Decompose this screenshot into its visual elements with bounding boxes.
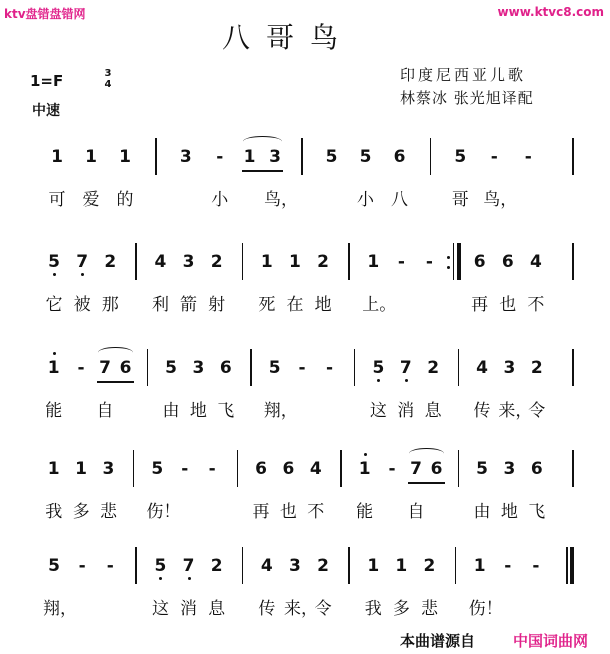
lyric-syllable: 爱 (82, 190, 100, 210)
barline (458, 349, 460, 386)
note-digit: 1 (367, 252, 380, 272)
note-digit: 3 (289, 556, 301, 576)
dash-note: - (325, 358, 333, 378)
lyric-syllable: 地 (500, 502, 518, 522)
dash-note: - (106, 556, 114, 576)
lyric-syllable: 由 (162, 401, 180, 421)
lyric-syllable: 小 (211, 190, 229, 210)
barline (301, 138, 303, 175)
note-digit: 5 (476, 459, 488, 479)
note-digit: 3 (269, 147, 281, 167)
lyric-syllable: 我 (45, 502, 63, 522)
note-digit: 1 (85, 147, 97, 167)
lyric-syllable: 息 (208, 599, 226, 619)
repeat-barline (453, 243, 455, 280)
final-barline-thick (570, 547, 574, 584)
lyric-syllable: 翔， (43, 599, 78, 619)
dash-note: - (532, 556, 540, 576)
note-digit: 1 (75, 459, 87, 479)
watermark-right: www.ktvc8.com (497, 5, 604, 19)
key-signature: 1=F (30, 72, 64, 90)
lyric-syllable: 传 (258, 599, 276, 619)
lyric-syllable: 小 (357, 190, 375, 210)
note-digit: 1 (51, 147, 63, 167)
note-digit: 1 (243, 147, 256, 167)
barline (572, 349, 574, 386)
note-digit: 1 (473, 556, 486, 576)
note-digit: 2 (210, 252, 223, 272)
tempo-marking: 中速 (32, 103, 60, 119)
lyric-syllable: 翔， (263, 401, 298, 421)
note-digit: 6 (430, 459, 443, 479)
score-line (0, 459, 610, 549)
note-digit: 6 (473, 252, 486, 272)
note-digit: 6 (119, 358, 132, 378)
note-digit: 4 (260, 556, 273, 576)
lyric-syllable: 也 (279, 502, 297, 522)
lyric-syllable: 再 (252, 502, 270, 522)
slur-arc (409, 448, 444, 459)
note-digit: 2 (530, 358, 543, 378)
note-digit: 6 (219, 358, 232, 378)
note-digit: 7 (179, 556, 199, 576)
note-digit: 5 (48, 556, 60, 576)
lyric-syllable: 这 (151, 599, 169, 619)
low-octave-dot (159, 577, 162, 580)
lyric-syllable: 伤！ (146, 502, 181, 522)
lyric-syllable: 伤！ (468, 599, 503, 619)
lyric-syllable: 飞 (528, 502, 546, 522)
repeat-barline-thick (457, 243, 461, 280)
lyric-syllable: 利 (151, 295, 169, 315)
note-digit: 5 (368, 358, 388, 378)
note-digit: 4 (529, 252, 542, 272)
note-digit: 5 (150, 556, 170, 576)
high-octave-dot (53, 352, 56, 355)
note-digit: 7 (99, 358, 111, 378)
lyric-syllable: 在 (286, 295, 304, 315)
barline (572, 450, 574, 487)
lyric-syllable: 箭 (180, 295, 198, 315)
dash-note: - (524, 147, 532, 167)
lyric-syllable: 能 (356, 502, 374, 522)
note-digit: 5 (454, 147, 467, 167)
low-octave-dot (405, 379, 408, 382)
dash-note: - (181, 459, 189, 479)
lyric-syllable: 由 (473, 502, 491, 522)
note-digit: 5 (359, 147, 372, 167)
low-octave-dot (188, 577, 191, 580)
dash-note: - (388, 459, 396, 479)
lyric-syllable: 来， (283, 599, 318, 619)
barline (455, 547, 457, 584)
note-digit: 5 (268, 358, 281, 378)
note-digit: 2 (317, 556, 329, 576)
barline (572, 138, 574, 175)
low-octave-dot (377, 379, 380, 382)
note-digit: 5 (325, 147, 338, 167)
lyric-syllable: 不 (307, 502, 325, 522)
eighth-underline (408, 482, 445, 484)
lyric-syllable: 我 (364, 599, 382, 619)
score-line (0, 358, 610, 448)
lyric-syllable: 鸟， (264, 190, 299, 210)
lyric-syllable: 消 (180, 599, 198, 619)
note-digit: 1 (289, 252, 301, 272)
note-digit: 7 (72, 252, 92, 272)
lyric-syllable: 这 (369, 401, 387, 421)
lyric-syllable: 能 (45, 401, 63, 421)
barline (237, 450, 239, 487)
barline (133, 450, 135, 487)
note-digit: 2 (317, 252, 329, 272)
lyric-syllable: 可 (48, 190, 66, 210)
dash-note: - (504, 556, 512, 576)
note-digit: 4 (476, 358, 488, 378)
note-digit: 2 (423, 556, 436, 576)
lyric-syllable: 上。 (362, 295, 397, 315)
note-digit: 3 (102, 459, 115, 479)
lyric-syllable: 那 (101, 295, 119, 315)
barline (348, 547, 350, 584)
watermark-left: ktv盘错盘错网 (4, 7, 86, 21)
low-octave-dot (53, 273, 56, 276)
lyric-syllable: 自 (407, 502, 425, 522)
note-digit: 7 (396, 358, 416, 378)
barline (340, 450, 342, 487)
final-barline (566, 547, 568, 584)
slur-arc (243, 136, 283, 147)
eighth-underline (97, 381, 134, 383)
score-line (0, 147, 610, 237)
lyric-syllable: 飞 (217, 401, 235, 421)
note-digit: 1 (367, 556, 380, 576)
barline (458, 450, 460, 487)
note-digit: 3 (182, 252, 195, 272)
lyric-syllable: 息 (424, 401, 442, 421)
note-digit: 5 (165, 358, 177, 378)
eighth-underline (242, 170, 284, 172)
note-digit: 5 (44, 252, 64, 272)
note-digit: 1 (119, 147, 131, 167)
score-line (0, 252, 610, 342)
lyric-syllable: 悲 (420, 599, 438, 619)
low-octave-dot (81, 273, 84, 276)
lyric-syllable: 地 (314, 295, 332, 315)
dash-note: - (490, 147, 498, 167)
time-signature-bottom: 4 (104, 79, 112, 90)
note-digit: 6 (501, 252, 514, 272)
note-digit: 3 (192, 358, 205, 378)
barline (135, 547, 137, 584)
note-digit: 7 (410, 459, 422, 479)
dash-note: - (397, 252, 405, 272)
repeat-dot (447, 266, 450, 269)
lyric-syllable: 的 (116, 190, 134, 210)
note-digit: 3 (503, 459, 516, 479)
song-credit: 林蔡冰 张光旭译配 (400, 89, 534, 107)
repeat-dot (447, 256, 450, 259)
note-digit: 2 (427, 358, 440, 378)
lyric-syllable: 它 (45, 295, 63, 315)
lyric-syllable: 再 (471, 295, 489, 315)
note-digit: 6 (530, 459, 543, 479)
barline (354, 349, 356, 386)
lyric-syllable: 消 (397, 401, 415, 421)
dash-note: - (298, 358, 306, 378)
note-digit: 1 (355, 459, 375, 479)
note-digit: 6 (282, 459, 295, 479)
lyric-syllable: 被 (73, 295, 91, 315)
lyric-syllable: 地 (189, 401, 207, 421)
lyric-syllable: 来， (498, 401, 533, 421)
barline (242, 243, 244, 280)
barline (155, 138, 157, 175)
lyric-syllable: 八 (391, 190, 409, 210)
barline (135, 243, 137, 280)
note-digit: 1 (260, 252, 273, 272)
high-octave-dot (364, 453, 367, 456)
lyric-syllable: 传 (473, 401, 491, 421)
lyric-syllable: 哥 (451, 190, 469, 210)
note-digit: 4 (154, 252, 167, 272)
dash-note: - (208, 459, 216, 479)
lyric-syllable: 多 (392, 599, 410, 619)
note-digit: 3 (503, 358, 516, 378)
time-signature-top: 3 (104, 68, 112, 79)
lyric-syllable: 令 (314, 599, 332, 619)
barline (250, 349, 252, 386)
dash-note: - (77, 358, 85, 378)
song-origin: 印度尼西亚儿歌 (400, 66, 527, 84)
barline (430, 138, 432, 175)
dash-note: - (425, 252, 433, 272)
lyric-syllable: 鸟， (483, 190, 518, 210)
note-digit: 2 (104, 252, 117, 272)
note-digit: 4 (309, 459, 322, 479)
note-digit: 5 (151, 459, 164, 479)
note-digit: 1 (44, 358, 64, 378)
barline (147, 349, 149, 386)
barline (242, 547, 244, 584)
dash-note: - (78, 556, 86, 576)
footer-source-text: 本曲谱源自 (400, 632, 476, 650)
lyric-syllable: 多 (72, 502, 90, 522)
note-digit: 1 (395, 556, 408, 576)
song-title: 八哥鸟 (222, 21, 355, 54)
dash-note: - (216, 147, 224, 167)
barline (348, 243, 350, 280)
lyric-syllable: 不 (527, 295, 545, 315)
note-digit: 2 (210, 556, 223, 576)
note-digit: 6 (393, 147, 406, 167)
note-digit: 3 (179, 147, 192, 167)
note-digit: 1 (47, 459, 60, 479)
lyric-syllable: 悲 (99, 502, 117, 522)
lyric-syllable: 死 (258, 295, 276, 315)
lyric-syllable: 射 (208, 295, 226, 315)
slur-arc (98, 347, 133, 358)
barline (572, 243, 574, 280)
footer-site-name: 中国词曲网 (513, 632, 589, 650)
note-digit: 6 (255, 459, 267, 479)
time-signature (101, 68, 115, 90)
lyric-syllable: 令 (528, 401, 546, 421)
lyric-syllable: 自 (96, 401, 114, 421)
lyric-syllable: 也 (499, 295, 517, 315)
